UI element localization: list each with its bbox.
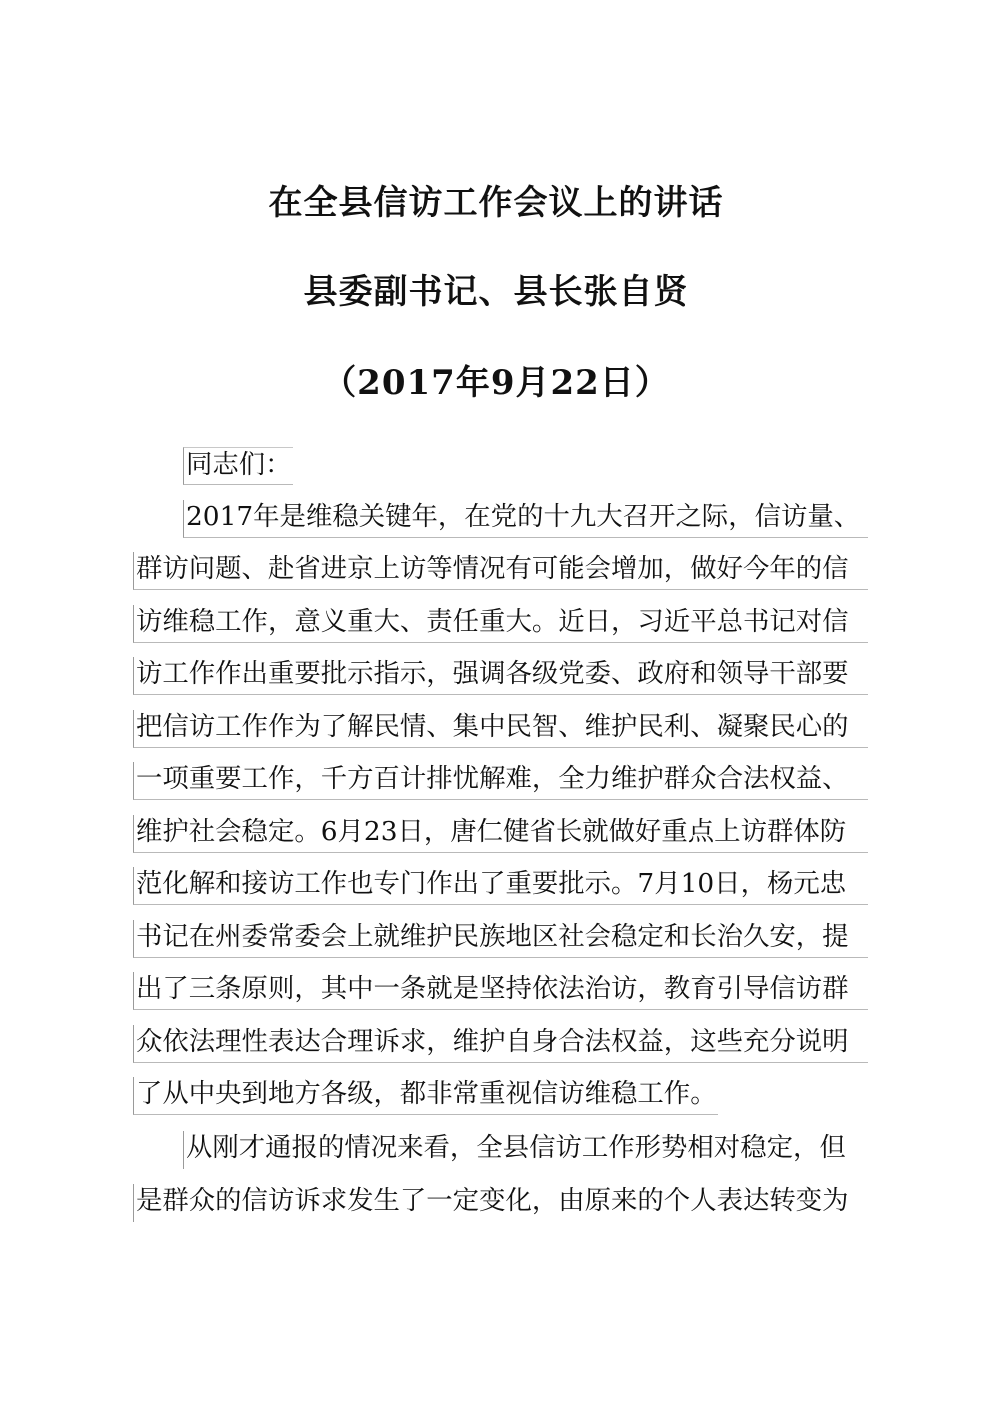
paragraph-1-line-5: 把信访工作作为了解民情、集中民智、维护民利、凝聚民心的 — [133, 710, 868, 748]
paragraph-2-line-2: 是群众的信访诉求发生了一定变化，由原来的个人表达转变为 — [133, 1184, 868, 1222]
paragraph-1-line-8: 范化解和接访工作也专门作出了重要批示。7月10日，杨元忠 — [133, 867, 868, 905]
paragraph-1-line-4: 访工作作出重要批示指示，强调各级党委、政府和领导干部要 — [133, 657, 868, 695]
greeting: 同志们： — [183, 447, 293, 485]
paragraph-1-line-12: 了从中央到地方各级，都非常重视信访维稳工作。 — [133, 1077, 718, 1115]
document-title: 在全县信访工作会议上的讲话 — [268, 183, 724, 223]
paragraph-1-line-11: 众依法理性表达合理诉求，维护自身合法权益，这些充分说明 — [133, 1025, 868, 1063]
paragraph-2-line-1: 从刚才通报的情况来看，全县信访工作形势相对稳定，但 — [183, 1131, 868, 1169]
paragraph-1-line-6: 一项重要工作，千方百计排忧解难，全力维护群众合法权益、 — [133, 762, 868, 800]
speaker-line: 县委副书记、县长张自贤 — [303, 272, 689, 312]
paragraph-1-line-1: 2017年是维稳关键年，在党的十九大召开之际，信访量、 — [183, 500, 868, 538]
paragraph-1-line-3: 访维稳工作，意义重大、责任重大。近日，习近平总书记对信 — [133, 605, 868, 643]
paragraph-1-line-7: 维护社会稳定。6月23日，唐仁健省长就做好重点上访群体防 — [133, 815, 868, 853]
paragraph-1-line-2: 群访问题、赴省进京上访等情况有可能会增加，做好今年的信 — [133, 552, 868, 590]
date-line: （2017年9月22日） — [322, 363, 670, 403]
paragraph-1-line-9: 书记在州委常委会上就维护民族地区社会稳定和长治久安，提 — [133, 920, 868, 958]
paragraph-1-line-10: 出了三条原则，其中一条就是坚持依法治访，教育引导信访群 — [133, 972, 868, 1010]
